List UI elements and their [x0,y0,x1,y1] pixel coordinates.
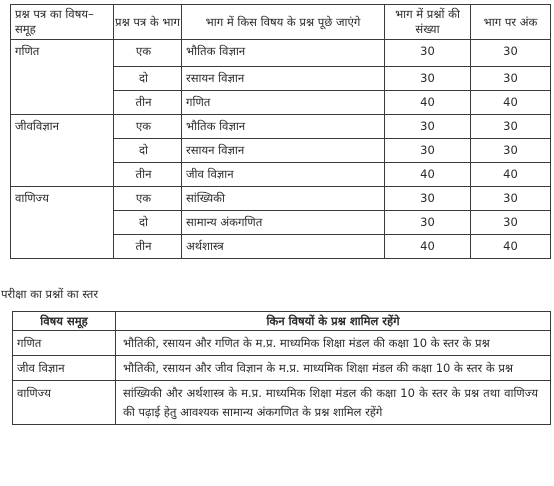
part-cell: दो [114,211,182,235]
topic-cell: भौतिक विज्ञान [182,40,385,67]
level-description-cell: सांख्यिकी और अर्थशास्त्र के म.प्र. माध्यमिक शिक्षा मंडल की कक्षा 10 के स्तर के प्रश्न तथा वाणिज्य की पढ़ाई हेतु आवश्यक सामान्य अंकगणित के प्रश्न शामिल रहेंगे [116,381,551,425]
level-description-cell: भौतिकी, रसायन और गणित के म.प्र. माध्यमिक शिक्षा मंडल की कक्षा 10 के स्तर के प्रश्न [116,331,551,356]
table-header-row [13,312,551,331]
table-header-row [11,5,551,40]
table-row [13,331,551,356]
subject-group-cell: वाणिज्य [11,187,114,211]
question-count-cell: 30 [385,40,471,67]
topic-cell: सांख्यिकी [182,187,385,211]
subject-group-cell: जीव विज्ञान [13,356,116,381]
subject-group-cell-empty [11,91,114,115]
topic-cell: रसायन विज्ञान [182,139,385,163]
table-row [13,381,551,425]
table-row [11,187,551,211]
header-question-count: भाग में प्रश्नों की संख्या [385,5,471,40]
subject-group-cell: वाणिज्य [13,381,116,425]
question-count-cell: 30 [385,139,471,163]
header-subject-group: विषय समूह [13,312,116,331]
marks-cell: 30 [471,187,551,211]
part-cell: दो [114,67,182,91]
level-description-cell: भौतिकी, रसायन और जीव विज्ञान के म.प्र. माध्यमिक शिक्षा मंडल की कक्षा 10 के स्तर के प्रश्न [116,356,551,381]
header-subject-group: प्रश्न पत्र का विषय–समूह [11,5,114,40]
marks-cell: 30 [471,211,551,235]
part-cell: दो [114,139,182,163]
header-topic: भाग में किस विषय के प्रश्न पूछे जाएंगे [182,5,385,40]
subject-group-cell: गणित [13,331,116,356]
subject-group-cell-empty [11,139,114,163]
marks-cell: 30 [471,67,551,91]
subject-group-cell-empty [11,211,114,235]
question-count-cell: 40 [385,235,471,259]
header-part: प्रश्न पत्र के भाग [114,5,182,40]
question-count-cell: 40 [385,91,471,115]
marks-cell: 40 [471,91,551,115]
marks-cell: 30 [471,40,551,67]
header-subjects-included: किन विषयों के प्रश्न शामिल रहेंगे [116,312,551,331]
topic-cell: जीव विज्ञान [182,163,385,187]
marks-cell: 40 [471,163,551,187]
subject-group-cell-empty [11,235,114,259]
part-cell: तीन [114,235,182,259]
topic-cell: गणित [182,91,385,115]
table-row [11,91,551,115]
topic-cell: अर्थशास्त्र [182,235,385,259]
subject-group-cell-empty [11,67,114,91]
marks-cell: 30 [471,139,551,163]
question-count-cell: 30 [385,211,471,235]
part-cell: एक [114,40,182,67]
table-row [11,115,551,139]
question-distribution-table [10,4,551,259]
question-level-table [12,311,551,425]
topic-cell: सामान्य अंकगणित [182,211,385,235]
subject-group-cell: गणित [11,40,114,67]
question-count-cell: 30 [385,115,471,139]
subject-group-cell: जीवविज्ञान [11,115,114,139]
topic-cell: भौतिक विज्ञान [182,115,385,139]
marks-cell: 30 [471,115,551,139]
topic-cell: रसायन विज्ञान [182,67,385,91]
table-row [11,211,551,235]
table-row [11,40,551,67]
table-row [11,235,551,259]
part-cell: एक [114,115,182,139]
subject-group-cell-empty [11,163,114,187]
marks-cell: 40 [471,235,551,259]
question-count-cell: 30 [385,187,471,211]
part-cell: एक [114,187,182,211]
table-row [11,163,551,187]
part-cell: तीन [114,163,182,187]
question-count-cell: 40 [385,163,471,187]
table-row [11,67,551,91]
part-cell: तीन [114,91,182,115]
question-count-cell: 30 [385,67,471,91]
section-heading: परीक्षा का प्रश्नों का स्तर [1,287,99,301]
table-row [11,139,551,163]
table-row [13,356,551,381]
header-marks: भाग पर अंक [471,5,551,40]
